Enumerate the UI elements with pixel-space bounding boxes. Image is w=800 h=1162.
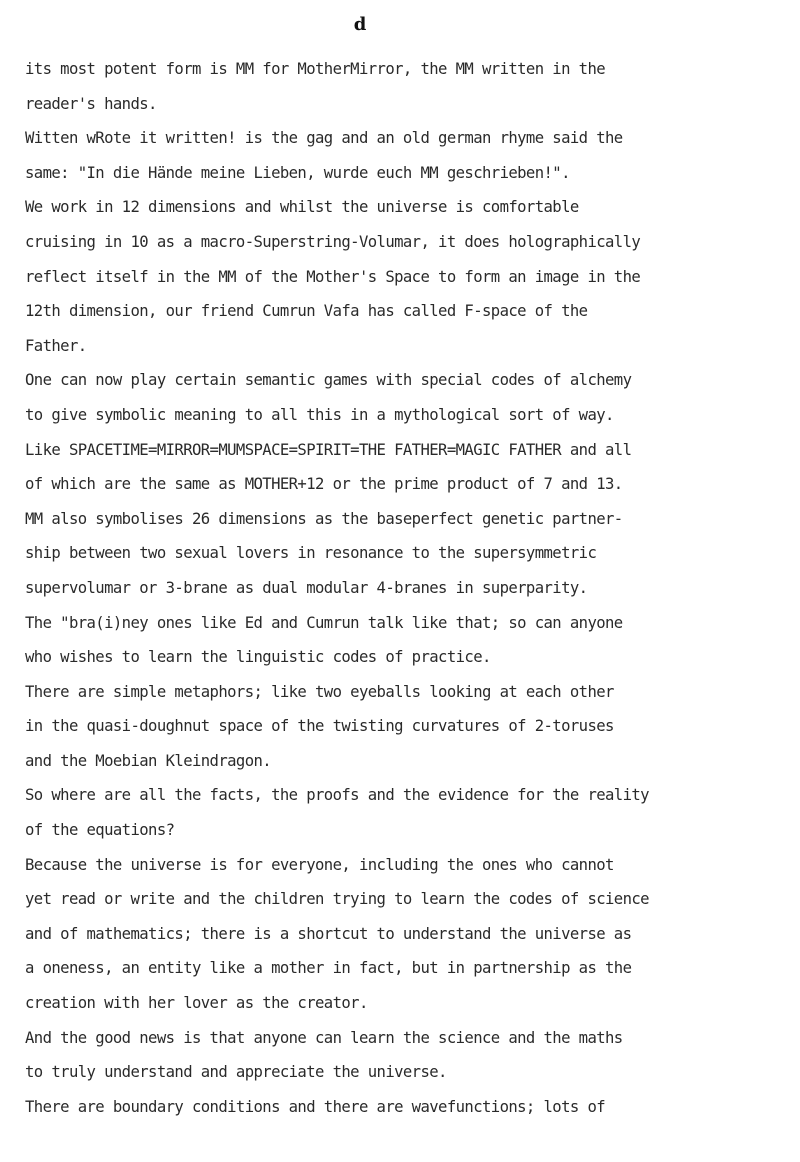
- page-letter: d: [353, 14, 367, 35]
- text-line: So where are all the facts, the proofs and the evidence for the reality: [25, 786, 649, 805]
- text-line: and the Moebian Kleindragon.: [25, 751, 272, 770]
- text-line: reflect itself in the MM of the Mother's Space to form an image in the: [25, 267, 641, 286]
- text-line: The "bra(i)ney ones like Ed and Cumrun talk like that; so can anyone: [25, 613, 623, 632]
- text-line: Witten wRote it written! is the gag and an old german rhyme said the: [25, 129, 623, 148]
- text-line: And the good news is that anyone can learn the science and the maths: [25, 1028, 623, 1047]
- text-line: and of mathematics; there is a shortcut to understand the universe as: [25, 924, 632, 943]
- text-line: There are simple metaphors; like two eyeballs looking at each other: [25, 682, 614, 701]
- text-line: There are boundary conditions and there are wavefunctions; lots of: [25, 1097, 606, 1116]
- text-line: a oneness, an entity like a mother in fact, but in partnership as the: [25, 959, 632, 978]
- text-line: Father.: [25, 336, 87, 355]
- text-line: cruising in 10 as a macro-Superstring-Volumar, it does holographically: [25, 232, 641, 251]
- text-line: its most potent form is MM for MotherMirror, the MM written in the: [25, 60, 606, 78]
- text-line: yet read or write and the children trying to learn the codes of science: [25, 890, 649, 909]
- text-line: One can now play certain semantic games with special codes of alchemy: [25, 371, 632, 390]
- text-line: of the equations?: [25, 821, 175, 840]
- text-line: who wishes to learn the linguistic codes of practice.: [25, 648, 491, 667]
- text-line: ship between two sexual lovers in resonance to the supersymmetric: [25, 544, 597, 563]
- text-line: Because the universe is for everyone, including the ones who cannot: [25, 855, 614, 874]
- text-line: 12th dimension, our friend Cumrun Vafa has called F-space of the: [25, 302, 588, 321]
- text-line: creation with her lover as the creator.: [25, 994, 368, 1013]
- typed-text-block: [25, 52, 795, 1124]
- text-line: We work in 12 dimensions and whilst the universe is comfortable: [25, 198, 579, 217]
- text-line: supervolumar or 3-brane as dual modular 4-branes in superparity.: [25, 578, 588, 597]
- text-line: Like SPACETIME=MIRROR=MUMSPACE=SPIRIT=THE FATHER=MAGIC FATHER and all: [25, 440, 632, 459]
- text-line: reader's hands.: [25, 94, 157, 113]
- text-line: of which are the same as MOTHER+12 or the prime product of 7 and 13.: [25, 475, 623, 494]
- text-line: to give symbolic meaning to all this in a mythological sort of way.: [25, 405, 614, 424]
- text-line: same: "In die Hände meine Lieben, wurde euch MM geschrieben!".: [25, 163, 570, 182]
- text-line: in the quasi-doughnut space of the twisting curvatures of 2-toruses: [25, 717, 614, 736]
- text-line: to truly understand and appreciate the universe.: [25, 1063, 447, 1082]
- text-line: MM also symbolises 26 dimensions as the baseperfect genetic partner-: [25, 509, 623, 528]
